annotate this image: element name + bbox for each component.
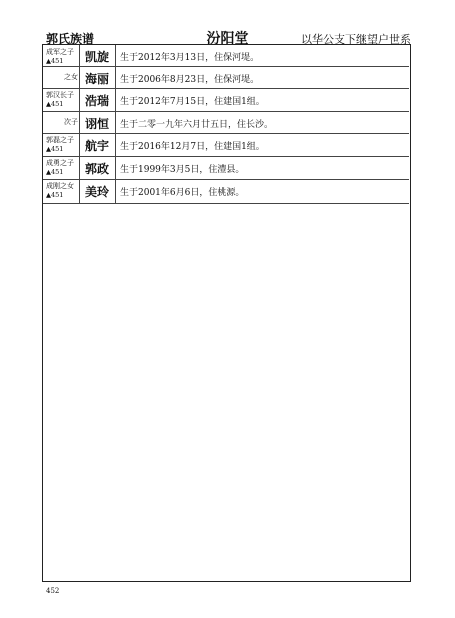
- page-number: 452: [46, 587, 60, 595]
- table-row: [43, 133, 409, 157]
- generation-marker: ▲451: [46, 145, 64, 153]
- person-description: 生于2012年3月13日，住保河堤。: [120, 53, 260, 63]
- table-row: [43, 66, 409, 89]
- person-name: 凯旋: [84, 50, 109, 64]
- person-name: 海丽: [84, 72, 109, 86]
- relation-text: 郭磊之子: [46, 136, 74, 144]
- table-row: [43, 179, 409, 204]
- person-description: 生于二零一九年六月廿五日，住长沙。: [120, 120, 274, 130]
- generation-marker: ▲451: [46, 168, 64, 176]
- table-row: [43, 45, 409, 67]
- table-row: [43, 111, 409, 134]
- person-description: 生于2016年12月7日，住建国1组。: [120, 142, 265, 152]
- relation-cell: [46, 48, 78, 66]
- genealogy-table: [42, 44, 411, 582]
- person-description: 生于1999年3月5日，住澧县。: [120, 165, 245, 175]
- person-description: 生于2006年8月23日，住保河堤。: [120, 75, 260, 85]
- person-description: 生于2001年6月6日，住桃源。: [120, 188, 245, 198]
- person-name: 浩瑞: [84, 94, 109, 108]
- person-name: 诩恒: [84, 117, 109, 131]
- relation-text: 次子: [64, 118, 78, 126]
- column-divider: [115, 66, 116, 88]
- genealogy-title: 郭氏族谱: [46, 32, 95, 46]
- relation-text: 成刚之女: [46, 182, 74, 190]
- relation-text: 成勇之子: [46, 159, 74, 167]
- relation-text: 郭汉长子: [46, 91, 74, 99]
- column-divider: [115, 111, 116, 133]
- relation-cell: [46, 91, 78, 109]
- person-name: 美玲: [84, 185, 109, 199]
- relation-text: 之女: [64, 73, 78, 81]
- relation-cell: [46, 182, 78, 200]
- column-divider: [115, 88, 116, 111]
- generation-marker: ▲451: [46, 100, 64, 108]
- relation-text: 成军之子: [46, 48, 74, 56]
- relation-cell: [46, 118, 78, 127]
- column-divider: [115, 156, 116, 179]
- generation-marker: ▲451: [46, 57, 64, 65]
- branch-title: 以华公支下继望户世系: [301, 33, 411, 46]
- table-row: [43, 156, 409, 180]
- person-description: 生于2012年7月15日，住建国1组。: [120, 97, 265, 107]
- person-name: 郭政: [84, 162, 109, 176]
- relation-cell: [46, 73, 78, 82]
- column-divider: [115, 133, 116, 156]
- relation-cell: [46, 136, 78, 154]
- hall-name: 汾阳堂: [206, 31, 249, 47]
- person-name: 航宇: [84, 139, 109, 153]
- page-header: [0, 0, 455, 47]
- column-divider: [115, 179, 116, 203]
- column-divider: [115, 45, 116, 66]
- generation-marker: ▲451: [46, 191, 64, 199]
- table-row: [43, 88, 409, 112]
- relation-cell: [46, 159, 78, 177]
